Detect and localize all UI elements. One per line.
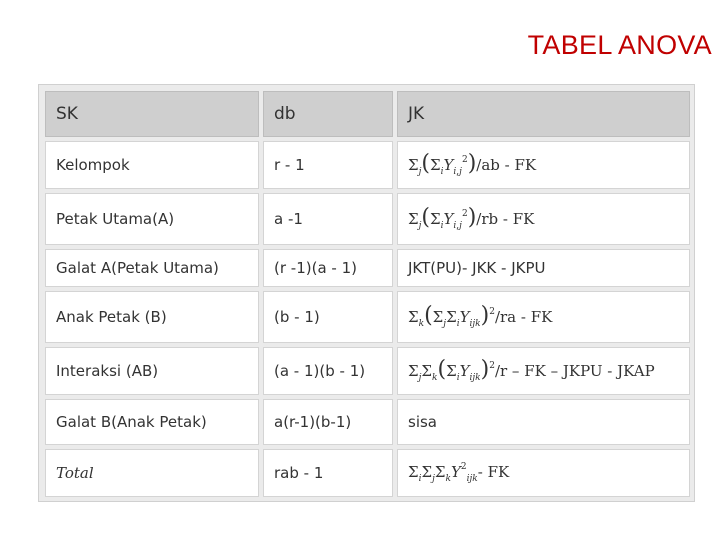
row-jk [397, 141, 690, 189]
row-jk [397, 347, 690, 395]
row-jk [397, 291, 690, 343]
row-jk: JKT(PU)- JKK - JKPU [397, 249, 690, 287]
header-db: db [263, 91, 393, 137]
row-db: (r -1)(a - 1) [263, 249, 393, 287]
row-sk: Total [45, 449, 259, 497]
row-db: rab - 1 [263, 449, 393, 497]
row-db: r - 1 [263, 141, 393, 189]
jk-formula: $\Sigma_k(\Sigma_j\Sigma_iY_{ijk})^2/ra$ - FK [408, 303, 553, 329]
jk-formula: $\Sigma_i\Sigma_j\Sigma_kY^2_{ijk}-$ FK [408, 462, 510, 484]
header-jk: JK [397, 91, 690, 137]
row-sk: Interaksi (AB) [45, 347, 259, 395]
row-sk: Galat B(Anak Petak) [45, 399, 259, 445]
jk-formula: $\Sigma_j\Sigma_k(\Sigma_iY_{ijk})^2/r$ – FK – JKPU - JKAP [408, 357, 655, 383]
anova-table [38, 84, 695, 502]
jk-formula: $\Sigma_j(\Sigma_iY_{i,j}^2)/ab$ - FK [408, 151, 537, 177]
row-db: a(r-1)(b-1) [263, 399, 393, 445]
header-sk: SK [45, 91, 259, 137]
row-jk [397, 449, 690, 497]
jk-formula: $\Sigma_j(\Sigma_iY_{i,j}^2)/rb$ - FK [408, 205, 535, 231]
row-jk [397, 193, 690, 245]
row-sk: Kelompok [45, 141, 259, 189]
row-db: (b - 1) [263, 291, 393, 343]
row-jk: sisa [397, 399, 690, 445]
row-sk: Petak Utama(A) [45, 193, 259, 245]
row-sk: Anak Petak (B) [45, 291, 259, 343]
row-db: a -1 [263, 193, 393, 245]
row-db: (a - 1)(b - 1) [263, 347, 393, 395]
page-title: TABEL ANOVA [527, 30, 712, 60]
row-sk: Galat A(Petak Utama) [45, 249, 259, 287]
